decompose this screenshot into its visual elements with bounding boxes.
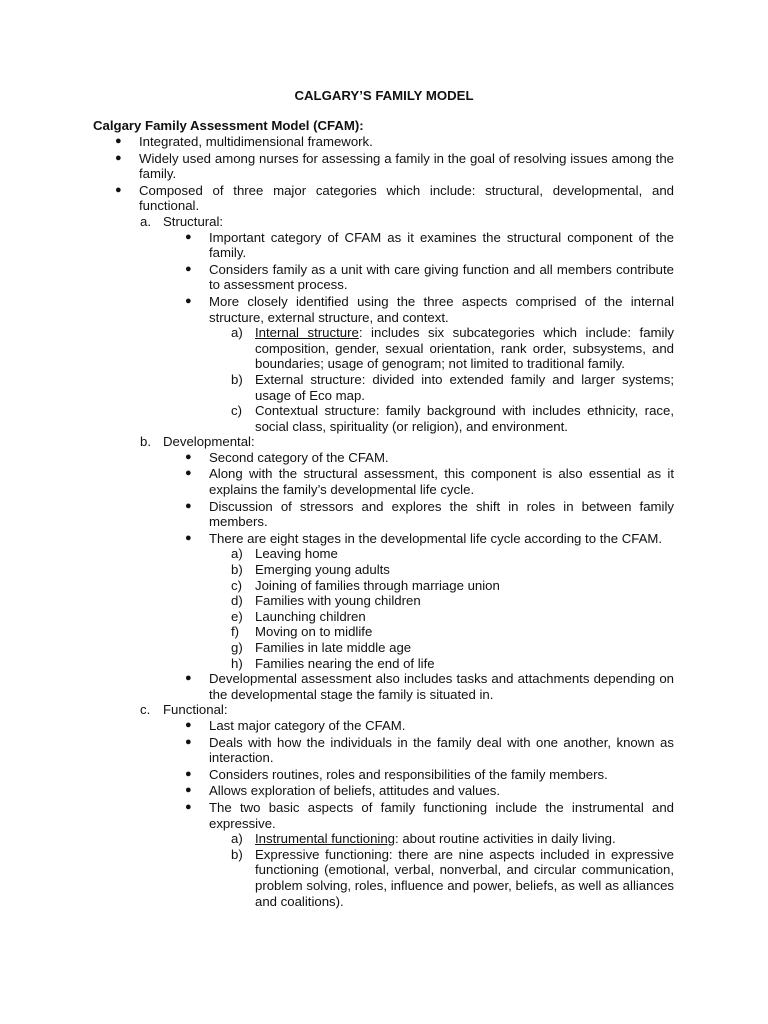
list-item: ● The two basic aspects of family functioning include the instrumental and expressive. xyxy=(185,799,674,831)
bullet-icon: ● xyxy=(185,735,192,748)
list-item: b) External structure: divided into extended family and larger systems; usage of Eco map. xyxy=(231,371,674,403)
bullet-icon: ● xyxy=(185,800,192,813)
list-item: ● Second category of the CFAM. xyxy=(185,449,389,465)
list-item: c) Joining of families through marriage union xyxy=(231,577,500,593)
bullet-icon: ● xyxy=(115,135,122,147)
list-item: ● Discussion of stressors and explores the shift in roles in between family members. xyxy=(185,498,674,530)
list-item: ● Developmental assessment also includes tasks and attachments depending on the developmental stage the family is situated in. xyxy=(185,671,674,702)
bullet-icon: ● xyxy=(185,531,192,544)
list-item: d) Families with young children xyxy=(231,593,421,609)
category-label: Functional: xyxy=(163,702,228,718)
bullet-icon: ● xyxy=(115,151,122,164)
category-label: Developmental: xyxy=(163,434,255,450)
bullet-icon: ● xyxy=(185,784,192,797)
list-item: b) Expressive functioning: there are nine aspects included in expressive functioning (emotional, verbal, nonverbal, and circular communication, problem solving, roles, influence and power, beliefs, as well as alliances and coalitions). xyxy=(231,846,674,909)
list-item: ● Important category of CFAM as it examines the structural component of the family. xyxy=(185,229,674,261)
list-item: ● Deals with how the individuals in the family deal with one another, known as interaction. xyxy=(185,734,674,766)
developmental-closing xyxy=(185,671,674,702)
category-structural: a. Structural: xyxy=(140,213,224,229)
list-item: c) Contextual structure: family background with includes ethnicity, race, social class, spirituality (or religion), and environment. xyxy=(231,403,674,434)
developmental-bullets xyxy=(185,449,674,547)
list-item: b) Emerging young adults xyxy=(231,562,390,578)
list-item: ● There are eight stages in the developmental life cycle according to the CFAM. xyxy=(185,530,663,546)
bullet-icon: ● xyxy=(185,230,192,243)
top-bullet-list xyxy=(115,134,674,214)
bullet-icon: ● xyxy=(185,467,192,480)
bullet-icon: ● xyxy=(185,718,192,731)
list-item: ● Composed of three major categories which include: structural, developmental, and functional. xyxy=(115,182,674,214)
bullet-icon: ● xyxy=(185,767,192,780)
list-item: a) Instrumental functioning: about routine activities in daily living. xyxy=(231,831,616,847)
list-item: ● Considers routines, roles and responsibilities of the family members. xyxy=(185,766,608,782)
category-functional: c. Functional: xyxy=(140,702,228,718)
document-title: CALGARY’S FAMILY MODEL xyxy=(294,88,474,103)
bullet-icon: ● xyxy=(185,294,192,307)
bullet-icon: ● xyxy=(185,450,192,463)
section-heading: Calgary Family Assessment Model (CFAM): xyxy=(93,118,364,133)
list-item: ● Along with the structural assessment, this component is also essential as it explains the family’s developmental life cycle. xyxy=(185,466,674,498)
document-body xyxy=(93,134,674,909)
functional-subitems xyxy=(231,831,674,909)
structural-subitems xyxy=(231,325,674,434)
list-item: ● Last major category of the CFAM. xyxy=(185,717,406,733)
list-item: ● Integrated, multidimensional framework. xyxy=(115,134,373,149)
list-item: a) Leaving home xyxy=(231,546,338,562)
list-item: f) Moving on to midlife xyxy=(231,624,373,640)
list-item: ● Considers family as a unit with care giving function and all members contribute to assessment process. xyxy=(185,261,674,293)
bullet-icon: ● xyxy=(185,672,192,685)
list-item: a) Internal structure: includes six subcategories which include: family composition, gender, sexual orientation, rank order, subsystems, and boundaries; usage of genogram; not limited to traditional family. xyxy=(231,325,674,372)
bullet-icon: ● xyxy=(185,499,192,512)
list-item: ● Widely used among nurses for assessing a family in the goal of resolving issues among the family. xyxy=(115,150,674,182)
list-item: ● More closely identified using the three aspects comprised of the internal structure, external structure, and context. xyxy=(185,293,674,325)
list-item: e) Launching children xyxy=(231,608,366,624)
category-label: Structural: xyxy=(163,213,224,229)
list-item: ● Allows exploration of beliefs, attitudes and values. xyxy=(185,783,501,799)
structural-bullets xyxy=(185,229,674,326)
list-item: g) Families in late middle age xyxy=(231,640,412,655)
category-developmental: b. Developmental: xyxy=(140,434,255,450)
bullet-icon: ● xyxy=(185,262,192,275)
functional-bullets xyxy=(185,717,674,831)
developmental-stages xyxy=(231,546,674,671)
bullet-icon: ● xyxy=(115,183,122,196)
list-item: h) Families nearing the end of life xyxy=(231,655,435,671)
